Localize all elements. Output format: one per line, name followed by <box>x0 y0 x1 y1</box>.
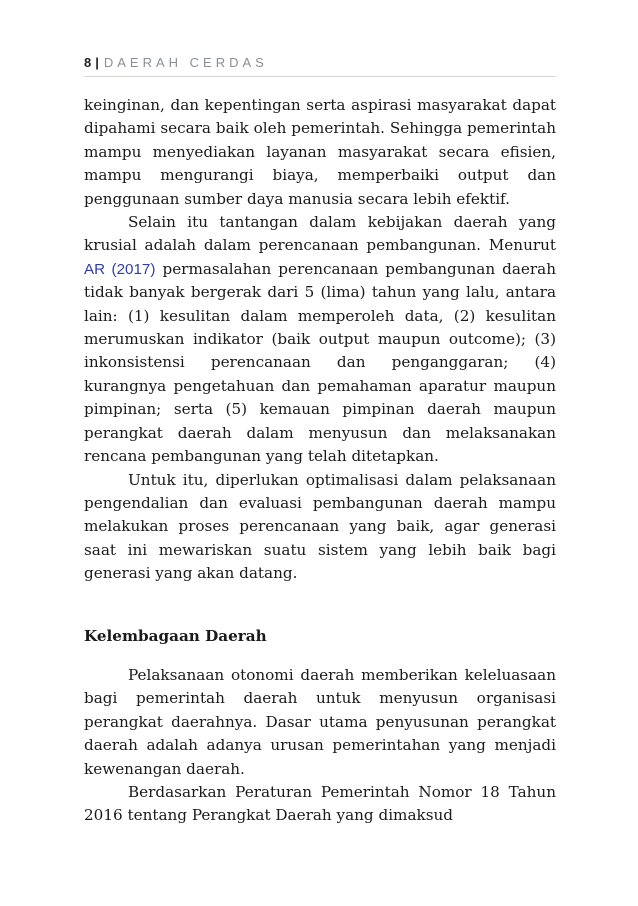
header-divider <box>84 76 556 77</box>
running-title: DAERAH CERDAS <box>103 55 268 70</box>
paragraph-text: permasalahan perencanaan pembangunan daerah tidak banyak bergerak dari 5 (lima) tahun yang lalu, antara lain: (1) kesulitan dalam memperoleh data, (2) kesulitan merumuskan indikator (baik output maupun outcome); (3) inkonsistensi perencanaan dan penganggaran; (4) kurangnya pengetahuan dan pemahaman aparatur maupun pimpinan; serta (5) kemauan pimpinan daerah maupun perangkat daerah dalam menyusun dan melaksanakan rencana pembangunan yang telah ditetapkan. <box>84 259 556 466</box>
document-page <box>84 0 556 828</box>
citation-link[interactable]: AR (2017) <box>84 260 156 278</box>
paragraph-autonomy: Pelaksanaan otonomi daerah memberikan keleluasaan bagi pemerintah daerah untuk menyusun organisasi perangkat daerahnya. Dasar utama penyusunan perangkat daerah adalah adanya urusan pemerintahan yang menjadi kewenangan daerah. <box>84 665 556 778</box>
paragraph-continuation: keinginan, dan kepentingan serta aspirasi masyarakat dapat dipahami secara baik oleh pemerintah. Sehingga pemerintah mampu menyediakan layanan masyarakat secara efisien, mampu mengurangi biaya, memperbaiki output dan penggunaan sumber daya manusia secara lebih efektif. <box>84 96 556 208</box>
page-header <box>84 54 556 74</box>
paragraph-regulation: Berdasarkan Peraturan Pemerintah Nomor 18 Tahun 2016 tentang Perangkat Daerah yang dimaksud <box>84 782 556 825</box>
page-number: 8 <box>84 55 92 70</box>
section-heading: Kelembagaan Daerah <box>84 626 267 645</box>
paragraph-text: Selain itu tantangan dalam kebijakan daerah yang krusial adalah dalam perencanaan pembangunan. Menurut <box>84 213 556 255</box>
header-separator: | <box>95 55 99 70</box>
paragraph-challenges <box>84 211 556 468</box>
paragraph-optimization: Untuk itu, diperlukan optimalisasi dalam pelaksanaan pengendalian dan evaluasi pembangunan daerah mampu melakukan proses perencanaan yang baik, agar generasi saat ini mewariskan suatu sistem yang lebih baik bagi generasi yang akan datang. <box>84 470 556 583</box>
body-text <box>84 94 556 828</box>
